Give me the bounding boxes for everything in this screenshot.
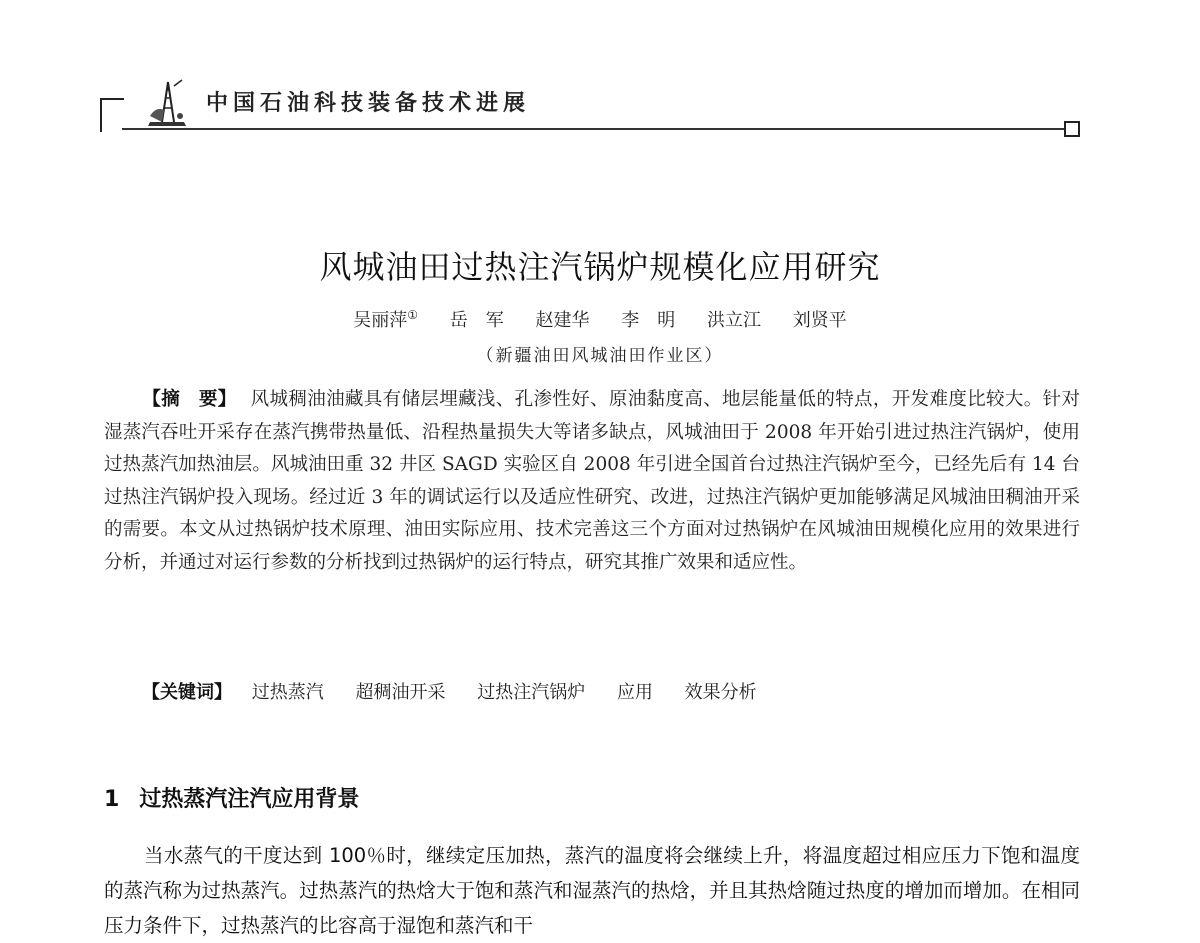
author: 岳 军 (449, 310, 504, 331)
keyword: 效果分析 (684, 682, 757, 703)
header-rule (122, 128, 1066, 130)
header-bracket (100, 98, 124, 132)
keyword: 应用 (616, 682, 653, 703)
keywords-label: 【关键词】 (142, 682, 232, 703)
section-heading (104, 782, 359, 813)
keyword: 过热蒸汽 (251, 682, 324, 703)
abstract-label: 【摘 要】 (142, 389, 237, 410)
author: 洪立江 (706, 310, 761, 331)
journal-title: 中国石油科技装备技术进展 (206, 90, 531, 116)
keywords (142, 678, 1082, 704)
abstract (104, 384, 1080, 579)
author: 吴丽萍① (353, 308, 419, 331)
author-list (0, 306, 1200, 332)
author: 赵建华 (535, 310, 590, 331)
keyword: 超稠油开采 (355, 682, 446, 703)
author-footnote-mark: ① (407, 308, 419, 322)
header-end-box (1064, 121, 1080, 137)
section-number: 1 (104, 787, 120, 812)
article-title: 风城油田过热注汽锅炉规模化应用研究 (319, 248, 881, 286)
journal-header (100, 72, 1078, 132)
affiliation: （新疆油田风城油田作业区） (476, 346, 724, 366)
body-paragraph: 当水蒸气的干度达到 100％时，继续定压加热，蒸汽的温度将会继续上升，将温度超过相应压力下饱和温度的蒸汽称为过热蒸汽。过热蒸汽的热焓大于饱和蒸汽和湿蒸汽的热焓，并且其热焓随过热度的增加而增加。在相同压力条件下，过热蒸汽的比容高于湿饱和蒸汽和干 (104, 844, 1080, 937)
abstract-text: 风城稠油油藏具有储层埋藏浅、孔渗性好、原油黏度高、地层能量低的特点，开发难度比较大。针对湿蒸汽吞吐开采存在蒸汽携带热量低、沿程热量损失大等诸多缺点，风城油田于 2008 年开始引进过热注汽锅炉，使用过热蒸汽加热油层。风城油田重 32 井区 SAGD 实验区自 2008 年引进全国首台过热注汽锅炉至今，已经先后有 14 台过热注汽锅炉投入现场。经过近 3 年的调试运行以及适应性研究、改进，过热注汽锅炉更加能够满足风城油田稠油开采的需要。本文从过热锅炉技术原理、油田实际应用、技术完善这三个方面对过热锅炉在风城油田规模化应用的效果进行分析，并通过对运行参数的分析找到过热锅炉的运行特点，研究其推广效果和适应性。 (104, 389, 1080, 573)
keyword: 过热注汽锅炉 (477, 682, 586, 703)
section-title: 过热蒸汽注汽应用背景 (139, 787, 360, 812)
author: 刘贤平 (792, 310, 847, 331)
oil-derrick-icon (140, 76, 190, 130)
author: 李 明 (621, 310, 676, 331)
